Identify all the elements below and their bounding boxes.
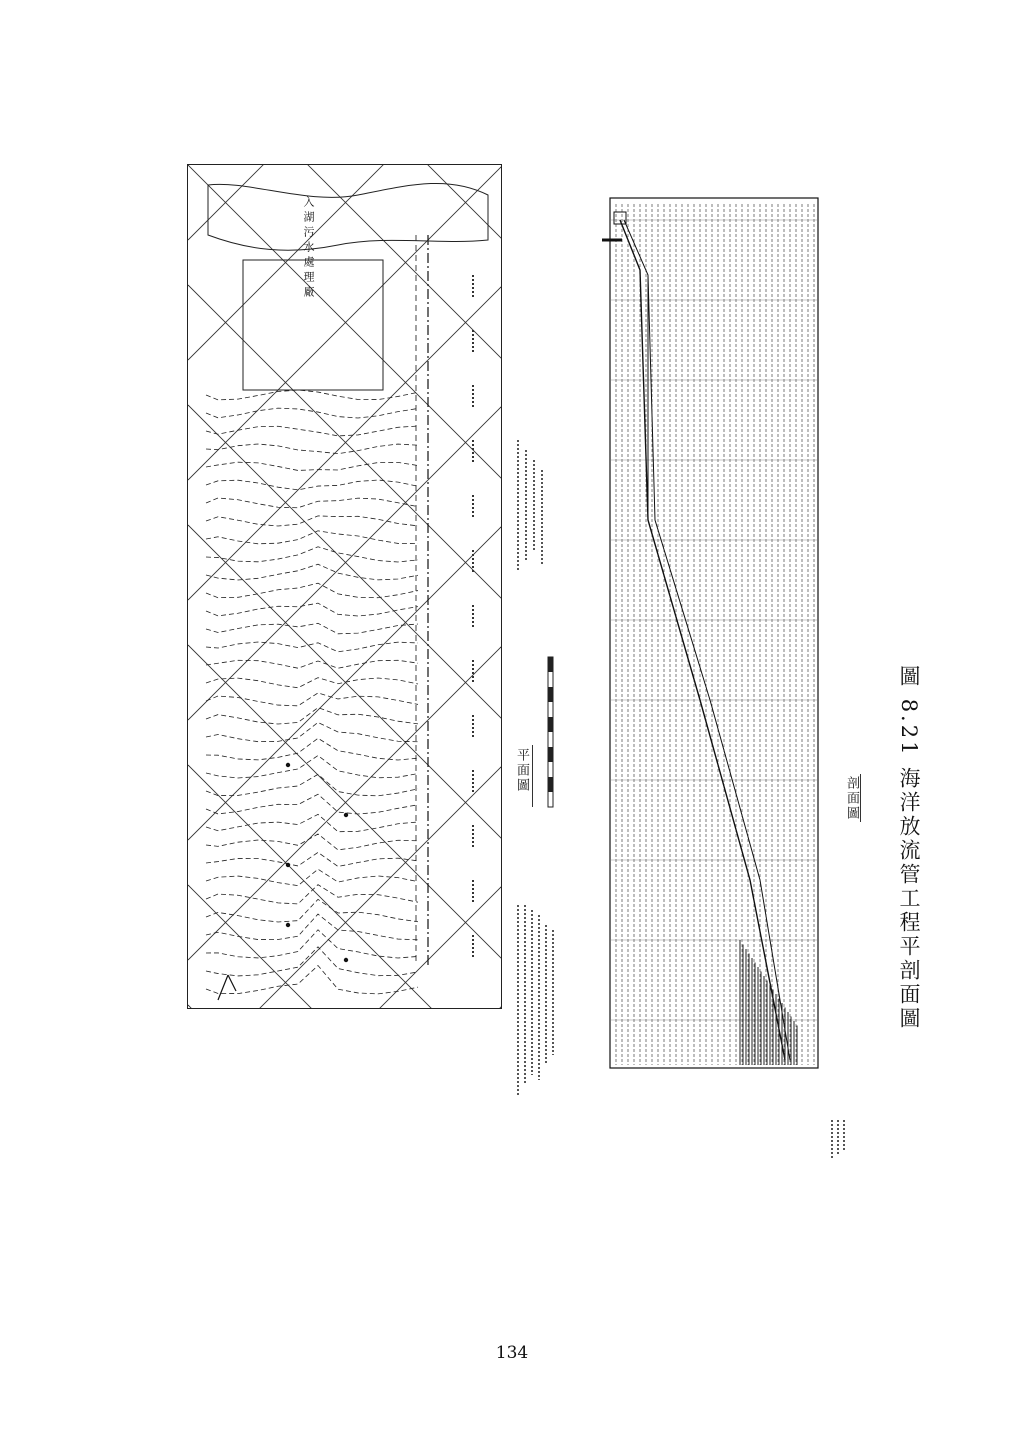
profile-view-drawing xyxy=(600,180,830,1080)
depth-contour xyxy=(206,462,418,470)
profile-view-linework xyxy=(600,180,830,1080)
figure-caption xyxy=(894,665,924,1031)
profile-notes-lines xyxy=(828,1120,848,1160)
profile-view-label: 剖面圖 xyxy=(844,776,859,821)
depth-contour xyxy=(206,426,418,436)
page-number: 134 xyxy=(495,1343,529,1363)
depth-contour xyxy=(206,444,418,454)
grid-line xyxy=(188,165,502,360)
depth-contour xyxy=(206,678,418,688)
profile-label-underline xyxy=(860,774,861,822)
plan-notes-top xyxy=(512,440,560,570)
depth-contour xyxy=(206,531,418,544)
depth-contour xyxy=(206,564,418,580)
depth-contour xyxy=(206,930,418,958)
depth-contour xyxy=(206,547,418,562)
depth-contour xyxy=(206,390,418,400)
survey-point-marker xyxy=(286,923,290,927)
grid-line xyxy=(188,1005,502,1009)
grid-line xyxy=(188,1005,502,1009)
land-note: 入湖污水處理廠 xyxy=(302,196,315,301)
scale-bar-graphic xyxy=(540,655,562,815)
plan-view-drawing xyxy=(187,164,502,1009)
north-arrow-icon xyxy=(218,975,236,1000)
plan-scale-bar xyxy=(540,655,562,815)
survey-point-marker xyxy=(344,958,348,962)
plan-notes-bottom xyxy=(512,905,560,1095)
survey-point-marker xyxy=(286,763,290,767)
depth-contour xyxy=(206,814,418,831)
plan-label-underline xyxy=(532,745,533,807)
depth-contour xyxy=(206,642,418,652)
plan-notes-top-lines xyxy=(512,440,560,570)
depth-contour xyxy=(206,852,418,866)
shoreline xyxy=(208,183,488,250)
grid-line xyxy=(188,165,502,360)
depth-contour xyxy=(206,794,418,814)
plan-notes-bottom-lines xyxy=(512,905,560,1095)
depth-contour xyxy=(206,480,418,490)
profile-notes xyxy=(828,1120,848,1280)
plan-view-linework xyxy=(188,165,502,1009)
figure-title: 海洋放流管工程平剖面圖 xyxy=(897,767,921,1032)
depth-contour xyxy=(206,498,418,508)
depth-contour xyxy=(206,603,418,616)
figure-number: 8.21 xyxy=(897,698,921,758)
manhole-symbol xyxy=(614,212,626,224)
figure-prefix: 圖 xyxy=(897,665,921,689)
depth-contour xyxy=(206,660,418,668)
depth-contour xyxy=(206,516,418,526)
depth-contour xyxy=(206,966,418,994)
depth-contour xyxy=(206,738,418,760)
plan-view-label: 平面圖 xyxy=(514,748,529,793)
depth-contour xyxy=(206,623,418,634)
depth-contour xyxy=(206,722,418,741)
survey-point-marker xyxy=(286,863,290,867)
pipe-profile-line xyxy=(624,220,790,1060)
survey-point-marker xyxy=(344,813,348,817)
depth-contour xyxy=(206,869,418,885)
depth-contour xyxy=(206,885,418,904)
